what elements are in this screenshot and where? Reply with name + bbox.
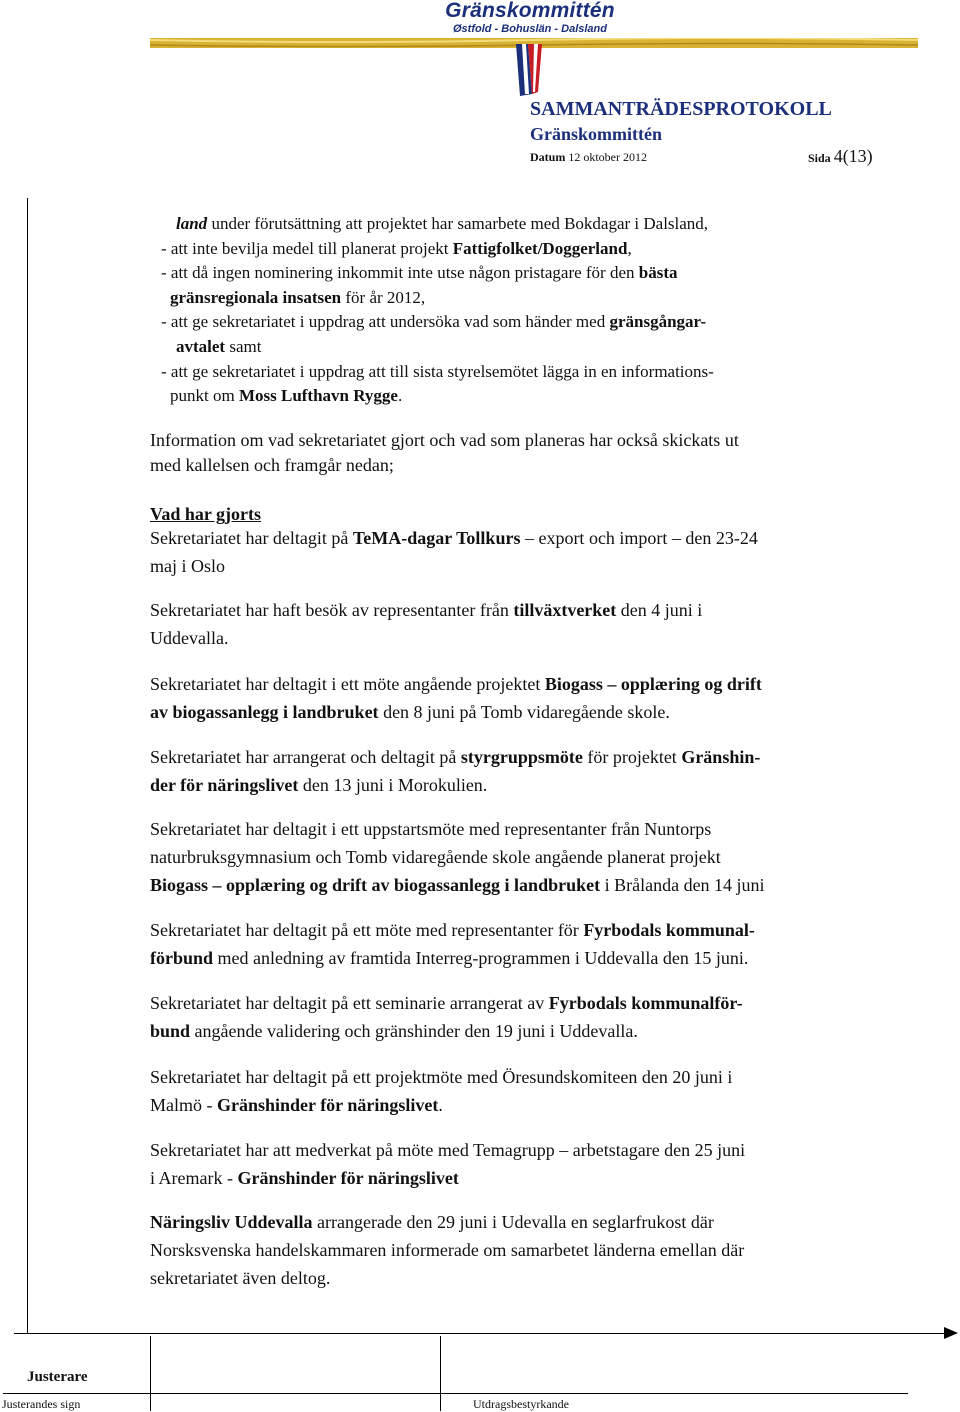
text-line — [150, 453, 870, 478]
text-line — [170, 384, 402, 409]
bold-text: Biogass – opplæring og drift av biogassanlegg i landbruket — [150, 875, 601, 895]
text-run: Sekretariatet har deltagit i ett uppstartsmöte med representanter från Nuntorps — [150, 819, 712, 839]
text-run: angående validering och gränshinder den 19 juni i Uddevalla. — [190, 1021, 638, 1041]
activity-paragraph — [150, 1136, 870, 1192]
text-run: Sekretariatet har arrangerat och deltagit på — [150, 747, 461, 767]
logo-title: Gränskommittén — [445, 0, 615, 22]
bold-text: Gränshin- — [681, 747, 761, 767]
text-run: den 13 juni i Morokulien. — [298, 775, 488, 795]
activity-paragraph — [150, 596, 870, 652]
signature-line — [3, 1393, 908, 1394]
text-line — [150, 916, 870, 944]
text-line — [150, 1164, 870, 1192]
date-label: Datum — [530, 150, 566, 164]
text-run: Sekretariatet har deltagit på ett projektmöte med Öresundskomiteen den 20 juni i — [150, 1067, 733, 1087]
footer-arrow-icon — [944, 1327, 958, 1339]
text-line — [150, 815, 870, 843]
text-line — [150, 1136, 870, 1164]
text-line — [150, 624, 870, 652]
bold-text: Fyrbodals kommunal- — [583, 920, 755, 940]
text-line — [150, 552, 870, 580]
bold-text: styrgruppsmöte — [460, 747, 583, 767]
text-run: Malmö - — [150, 1095, 217, 1115]
text-line — [150, 843, 870, 871]
text-run: - att ge sekretariatet i uppdrag att undersöka vad som händer med — [161, 312, 610, 332]
text-line — [176, 212, 708, 237]
activity-paragraph — [150, 1208, 870, 1292]
text-run: punkt om — [170, 386, 239, 406]
text-line — [150, 596, 870, 624]
text-line — [150, 1264, 870, 1292]
text-run: den 8 juni på Tomb vidaregående skole. — [378, 702, 670, 722]
logo-subtitle: Østfold - Bohuslän - Dalsland — [452, 23, 607, 35]
bold-text: av biogassanlegg i landbruket — [150, 702, 379, 722]
text-run: med kallelsen och framgår nedan; — [150, 455, 394, 475]
activity-paragraph — [150, 524, 870, 580]
text-line — [150, 743, 870, 771]
left-margin-line — [27, 198, 28, 1333]
footer-divider-2 — [440, 1336, 441, 1411]
text-line — [150, 871, 870, 899]
bold-text: förbund — [150, 948, 214, 968]
bold-text: Fyrbodals kommunalför- — [548, 993, 743, 1013]
text-line — [150, 1208, 870, 1236]
text-run: Information om vad sekretariatet gjort och vad som planeras har också skickats ut — [150, 430, 739, 450]
text-run: Sekretariatet har deltagit på — [150, 528, 353, 548]
text-line — [150, 670, 870, 698]
bold-text: bästa — [638, 263, 678, 283]
page-number — [808, 146, 873, 167]
text-run: Sekretariatet har haft besök av representanter från — [150, 600, 514, 620]
text-run: under förutsättning att projektet har samarbete med Bokdagar i Dalsland, — [207, 214, 709, 233]
activity-paragraph — [150, 1063, 870, 1119]
justerare-label: Justerare — [27, 1369, 88, 1385]
bold-text: tillväxtverket — [513, 600, 617, 620]
section-heading: Vad har gjorts — [150, 504, 262, 524]
page-value: 4(13) — [833, 146, 873, 166]
bold-text: Moss Lufthavn Rygge — [238, 386, 398, 406]
text-run: naturbruksgymnasium och Tomb vidaregående skole angående planerat projekt — [150, 847, 721, 867]
text-run: i Aremark - — [150, 1168, 238, 1188]
bold-text: Näringsliv Uddevalla — [150, 1212, 313, 1232]
text-line — [150, 1017, 870, 1045]
bold-text: Fattigfolket/Doggerland — [452, 238, 628, 258]
justerandes-sign-label: Justerandes sign — [2, 1397, 81, 1411]
text-line — [150, 1236, 870, 1264]
date-value: 12 oktober 2012 — [568, 150, 647, 164]
text-line — [150, 989, 870, 1017]
text-line — [150, 771, 870, 799]
utdragsbestyrkande-label: Utdragsbestyrkande — [473, 1397, 569, 1411]
text-run: för projektet — [582, 747, 682, 767]
text-line — [176, 335, 261, 360]
protocol-title: SAMMANTRÄDESPROTOKOLL — [530, 98, 832, 120]
bold-text: gränsregionala insatsen — [170, 287, 342, 307]
text-run: Uddevalla. — [150, 628, 229, 648]
text-run: - att ge sekretariatet i uppdrag att till sista styrelsemötet lägga in en informations- — [161, 361, 714, 381]
text-run: - att inte bevilja medel till planerat projekt — [161, 238, 453, 258]
bold-text: Gränshinder för näringslivet — [237, 1168, 459, 1188]
activity-paragraph — [150, 743, 870, 799]
text-run: – export och import – den 23-24 — [520, 528, 758, 548]
text-run: maj i Oslo — [150, 556, 225, 576]
text-line — [161, 360, 714, 385]
activity-paragraph — [150, 670, 870, 726]
text-line — [150, 944, 870, 972]
text-line — [161, 310, 706, 335]
text-line — [150, 524, 870, 552]
text-run: Norsksvenska handelskammaren informerade om samarbetet länderna emellan där — [150, 1240, 745, 1260]
text-line — [161, 237, 632, 262]
activity-paragraph — [150, 916, 870, 972]
footer-rule — [14, 1333, 946, 1334]
text-run: . — [438, 1095, 443, 1115]
flag-ribbon-icon — [510, 44, 550, 96]
text-line — [150, 428, 870, 453]
text-line — [150, 1091, 870, 1119]
bold-text: avtalet — [176, 337, 226, 356]
bold-text: Gränshinder för näringslivet — [217, 1095, 439, 1115]
bold-text: gränsgångar- — [609, 312, 707, 332]
activity-paragraph — [150, 989, 870, 1045]
text-line — [150, 698, 870, 726]
date-line — [530, 150, 647, 165]
text-line — [150, 1063, 870, 1091]
text-run: . — [397, 386, 403, 406]
footer-divider-1 — [150, 1336, 151, 1411]
text-run: - att då ingen nominering inkommit inte utse någon pristagare för den — [161, 263, 639, 283]
page-label: Sida — [808, 151, 831, 165]
logo — [0, 0, 960, 36]
text-line — [161, 261, 678, 286]
text-run: Sekretariatet har deltagit i ett möte angående projektet — [150, 674, 545, 694]
committee-name: Gränskommittén — [530, 124, 662, 144]
bold-text: TeMA-dagar Tollkurs — [352, 528, 521, 548]
bold-text: Biogass – opplæring og drift — [544, 674, 762, 694]
bold-text: land — [176, 214, 208, 233]
text-run: samt — [225, 337, 262, 356]
text-run: i Brålanda den 14 juni — [600, 875, 765, 895]
text-run: arrangerade den 29 juni i Udevalla en seglarfrukost där — [312, 1212, 714, 1232]
intro-paragraph — [150, 428, 870, 478]
bold-text: der för näringslivet — [150, 775, 299, 795]
text-line — [170, 286, 425, 311]
text-run: Sekretariatet har deltagit på ett seminarie arrangerat av — [150, 993, 549, 1013]
activity-paragraph — [150, 815, 870, 899]
text-run: Sekretariatet har deltagit på ett möte med representanter för — [150, 920, 584, 940]
text-run: , — [627, 238, 632, 258]
bold-text: bund — [150, 1021, 191, 1041]
text-run: Sekretariatet har att medverkat på möte med Temagrupp – arbetstagare den 25 juni — [150, 1140, 746, 1160]
text-run: sekretariatet även deltog. — [150, 1268, 331, 1288]
text-run: för år 2012, — [341, 287, 426, 307]
text-run: den 4 juni i — [616, 600, 703, 620]
text-run: med anledning av framtida Interreg-programmen i Uddevalla den 15 juni. — [213, 948, 749, 968]
